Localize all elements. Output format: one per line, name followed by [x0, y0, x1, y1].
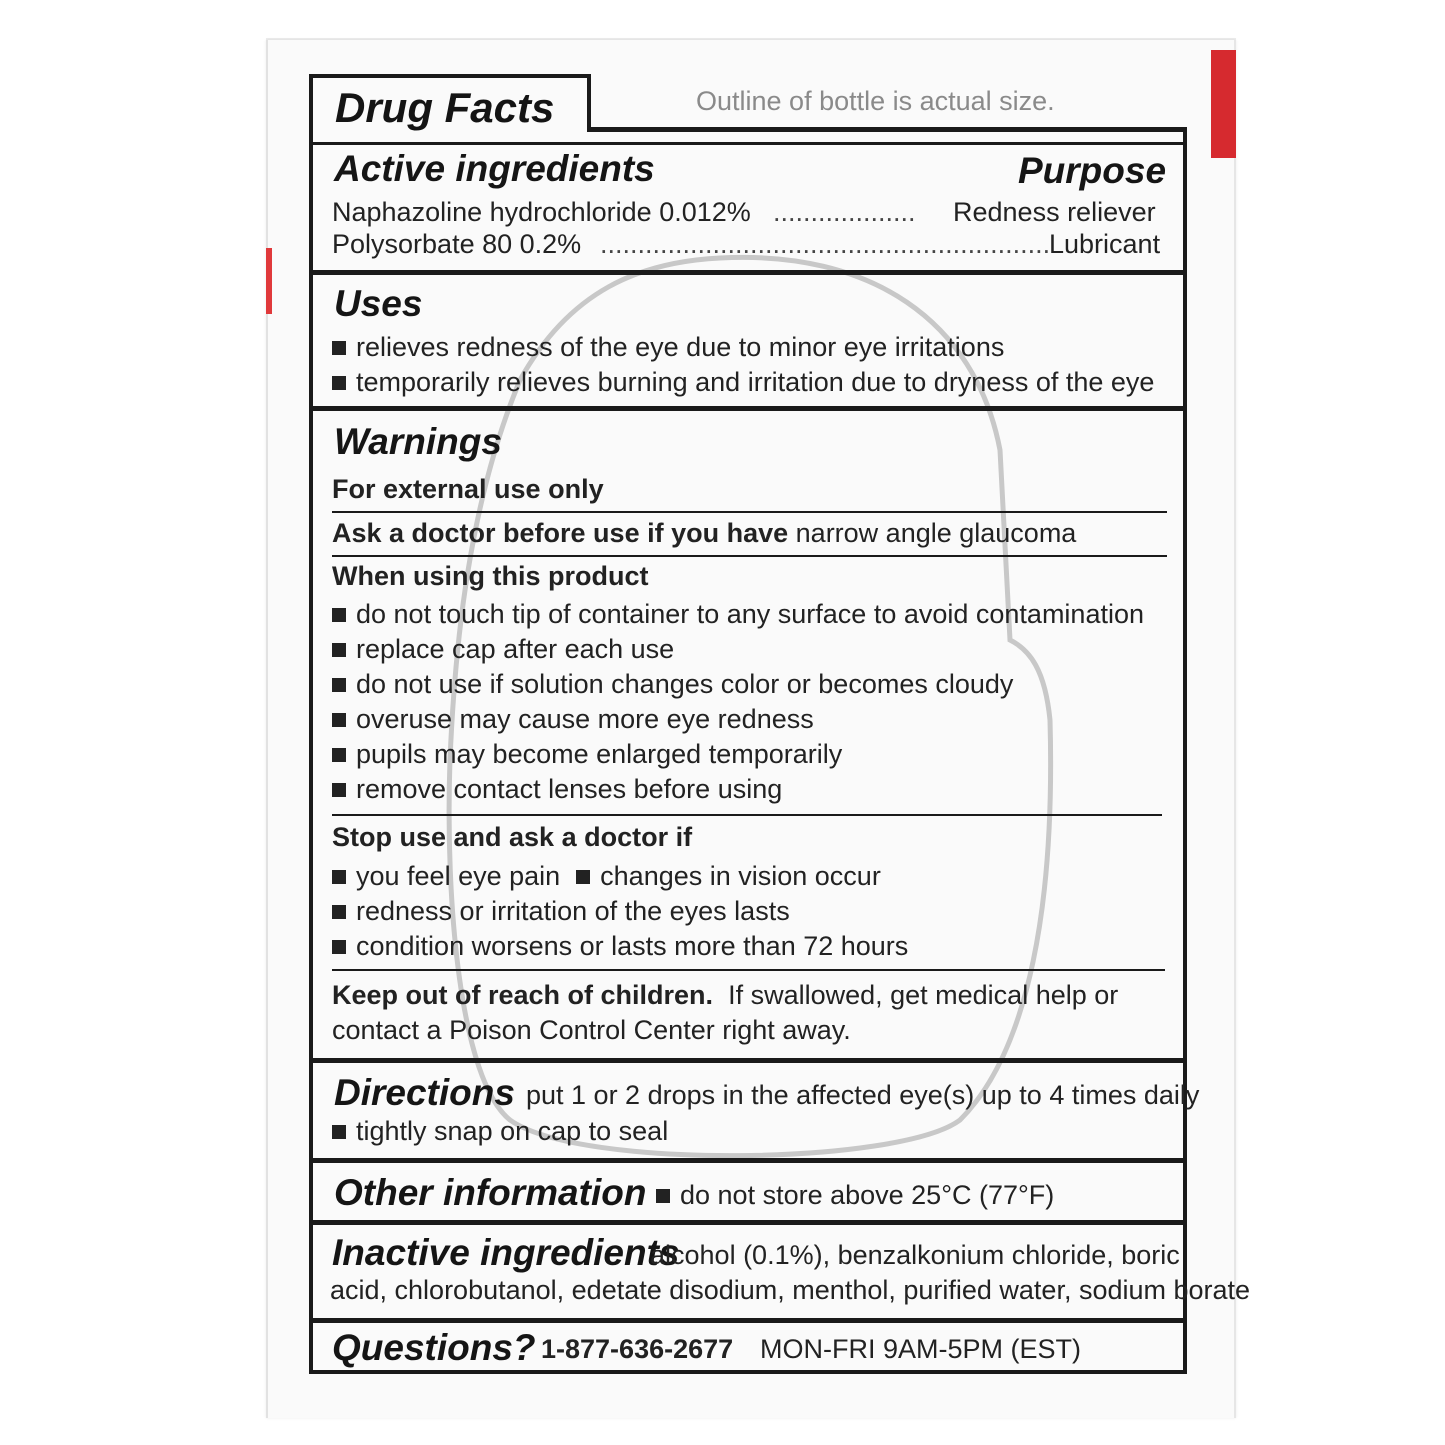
- stop-use-heading: Stop use and ask a doctor if: [332, 822, 693, 852]
- ask-doctor-line: Ask a doctor before use if you have narrow angle glaucoma: [332, 518, 1077, 548]
- when-using-heading: When using this product: [332, 561, 649, 591]
- other-item: do not store above 25°C (77°F): [656, 1180, 1054, 1211]
- questions-heading: Questions?: [332, 1327, 536, 1368]
- questions-phone: 1-877-636-2677: [541, 1334, 734, 1364]
- when-using-item: do not use if solution changes color or becomes cloudy: [332, 669, 1013, 700]
- thin-divider: [332, 814, 1162, 816]
- red-left-edge: [266, 248, 272, 314]
- directions-heading: Directions: [334, 1072, 515, 1113]
- leader-dots-2: ............................................................: [600, 229, 1051, 259]
- red-flap-tab: [1211, 50, 1236, 158]
- inactive-line-1: alcohol (0.1%), benzalkonium chloride, boric: [650, 1240, 1180, 1270]
- keep-out-line-2: contact a Poison Control Center right away.: [332, 1015, 851, 1045]
- title-tab-bar: [587, 127, 1187, 132]
- keep-out-line-1: Keep out of reach of children. If swallowed, get medical help or: [332, 980, 1119, 1010]
- active-heading: Active ingredients: [334, 148, 655, 189]
- when-using-item: replace cap after each use: [332, 634, 674, 665]
- inactive-line-2: acid, chlorobutanol, edetate disodium, menthol, purified water, sodium borate: [330, 1275, 1251, 1305]
- stop-use-item: condition worsens or lasts more than 72 hours: [332, 931, 908, 962]
- thin-divider: [332, 969, 1165, 971]
- other-heading: Other information: [334, 1172, 647, 1213]
- when-using-item: remove contact lenses before using: [332, 774, 782, 805]
- when-using-item: pupils may become enlarged temporarily: [332, 739, 842, 770]
- divider-inactive: [309, 1220, 1187, 1225]
- drug-facts-title-tab: [309, 74, 591, 131]
- purpose-2: Lubricant: [1049, 229, 1161, 259]
- uses-item: relieves redness of the eye due to minor eye irritations: [332, 332, 1004, 363]
- outline-note: Outline of bottle is actual size.: [696, 86, 1055, 116]
- purpose-heading: Purpose: [1018, 150, 1167, 191]
- purpose-1: Redness reliever: [953, 197, 1156, 227]
- divider-active-top: [309, 142, 1187, 145]
- uses-heading: Uses: [334, 283, 423, 324]
- when-using-item: do not touch tip of container to any surface to avoid contamination: [332, 599, 1144, 630]
- directions-item: tightly snap on cap to seal: [332, 1116, 668, 1147]
- uses-item: temporarily relieves burning and irritation due to dryness of the eye: [332, 367, 1154, 398]
- active-ingredient-2: Polysorbate 80 0.2%: [332, 229, 582, 259]
- leader-dots-1: ...................: [773, 197, 916, 227]
- drug-facts-title: Drug Facts: [335, 84, 555, 131]
- questions-hours: MON-FRI 9AM-5PM (EST): [760, 1334, 1081, 1364]
- thin-divider: [332, 511, 1167, 513]
- divider-other: [309, 1158, 1187, 1163]
- stop-use-item: you feel eye pain changes in vision occur: [332, 861, 881, 892]
- inactive-heading: Inactive ingredients: [332, 1232, 680, 1273]
- stop-use-item: redness or irritation of the eyes lasts: [332, 896, 790, 927]
- divider-warnings: [309, 406, 1187, 411]
- when-using-item: overuse may cause more eye redness: [332, 704, 814, 735]
- directions-text: put 1 or 2 drops in the affected eye(s) up to 4 times daily: [526, 1080, 1200, 1110]
- divider-uses: [309, 270, 1187, 275]
- external-use-note: For external use only: [332, 474, 604, 504]
- warnings-heading: Warnings: [334, 421, 502, 462]
- divider-directions: [309, 1058, 1187, 1063]
- active-ingredient-1: Naphazoline hydrochloride 0.012%: [332, 197, 751, 227]
- thin-divider: [332, 555, 1167, 557]
- divider-questions: [309, 1318, 1187, 1323]
